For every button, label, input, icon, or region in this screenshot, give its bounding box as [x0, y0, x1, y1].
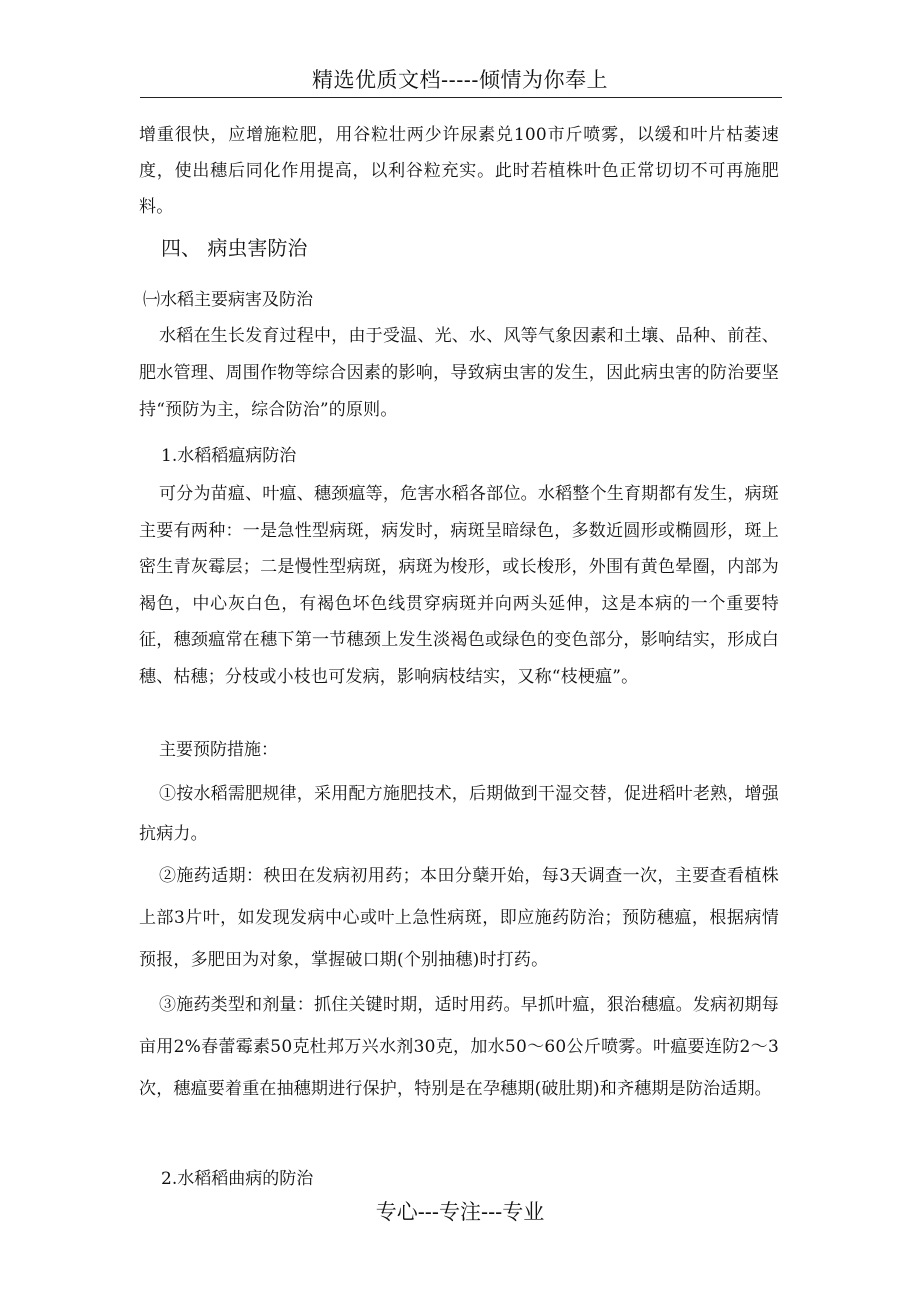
measure-item-3: ③施药类型和剂量：抓住关键时期，适时用药。早抓叶瘟，狠治穗瘟。发病初期每亩用2%春蕾霉素50克杜邦万兴水剂30克，加水50～60公斤喷雾。叶瘟要连防2～3次，穗瘟要着重在抽穗期进行保护，特别是在孕穗期(破肚期)和齐穗期是防治适期。: [139, 995, 779, 1099]
paragraph-disease-overview: 水稻在生长发育过程中，由于受温、光、水、风等气象因素和土壤、品种、前茬、肥水管理、周围作物等综合因素的影响，导致病虫害的发生，因此病虫害的防治要坚持“预防为主，综合防治”的原则。: [139, 326, 779, 420]
measures-label: 主要预防措施：: [159, 740, 278, 760]
measure-item-2: ②施药适期：秧田在发病初用药；本田分蘖开始，每3天调查一次，主要查看植株上部3片叶，如发现发病中心或叶上急性病斑，即应施药防治；预防穗瘟，根据病情预报，多肥田为对象，掌握破口期(个别抽穗)时打药。: [139, 866, 779, 970]
paragraph-fertilizer-continuation: 增重很快，应增施粒肥，用谷粒壮两少许尿素兑100市斤喷雾，以缓和叶片枯萎速度，使出穗后同化作用提高，以利谷粒充实。此时若植株叶色正常切切不可再施肥料。: [139, 125, 779, 217]
subheading-rice-diseases: ㈠水稻主要病害及防治: [143, 290, 313, 310]
paragraph-rice-blast-description: 可分为苗瘟、叶瘟、穗颈瘟等，危害水稻各部位。水稻整个生育期都有发生，病斑主要有两种：一是急性型病斑，病发时，病斑呈暗绿色，多数近圆形或椭圆形，斑上密生青灰霉层；二是慢性型病斑，病斑为梭形，或长梭形，外围有黄色晕圈，内部为褐色，中心灰白色，有褐色坏色线贯穿病斑并向两头延伸，这是本病的一个重要特征，穗颈瘟常在穗下第一节穗颈上发生淡褐色或绿色的变色部分，影响结实，形成白穗、枯穗；分枝或小枝也可发病，影响病枝结实，又称“枝梗瘟”。: [139, 484, 779, 687]
section-heading-pest-control: 四、 病虫害防治: [161, 236, 308, 260]
measure-item-1: ①按水稻需肥规律，采用配方施肥技术，后期做到干湿交替，促进稻叶老熟，增强抗病力。: [139, 784, 779, 844]
page-header-title: 精选优质文档-----倾情为你奉上: [312, 68, 608, 92]
header-divider: [140, 97, 782, 98]
item-heading-false-smut: 2.水稻稻曲病的防治: [161, 1169, 314, 1189]
item-heading-rice-blast: 1.水稻稻瘟病防治: [161, 446, 297, 466]
page-footer-text: 专心---专注---专业: [375, 1200, 545, 1224]
